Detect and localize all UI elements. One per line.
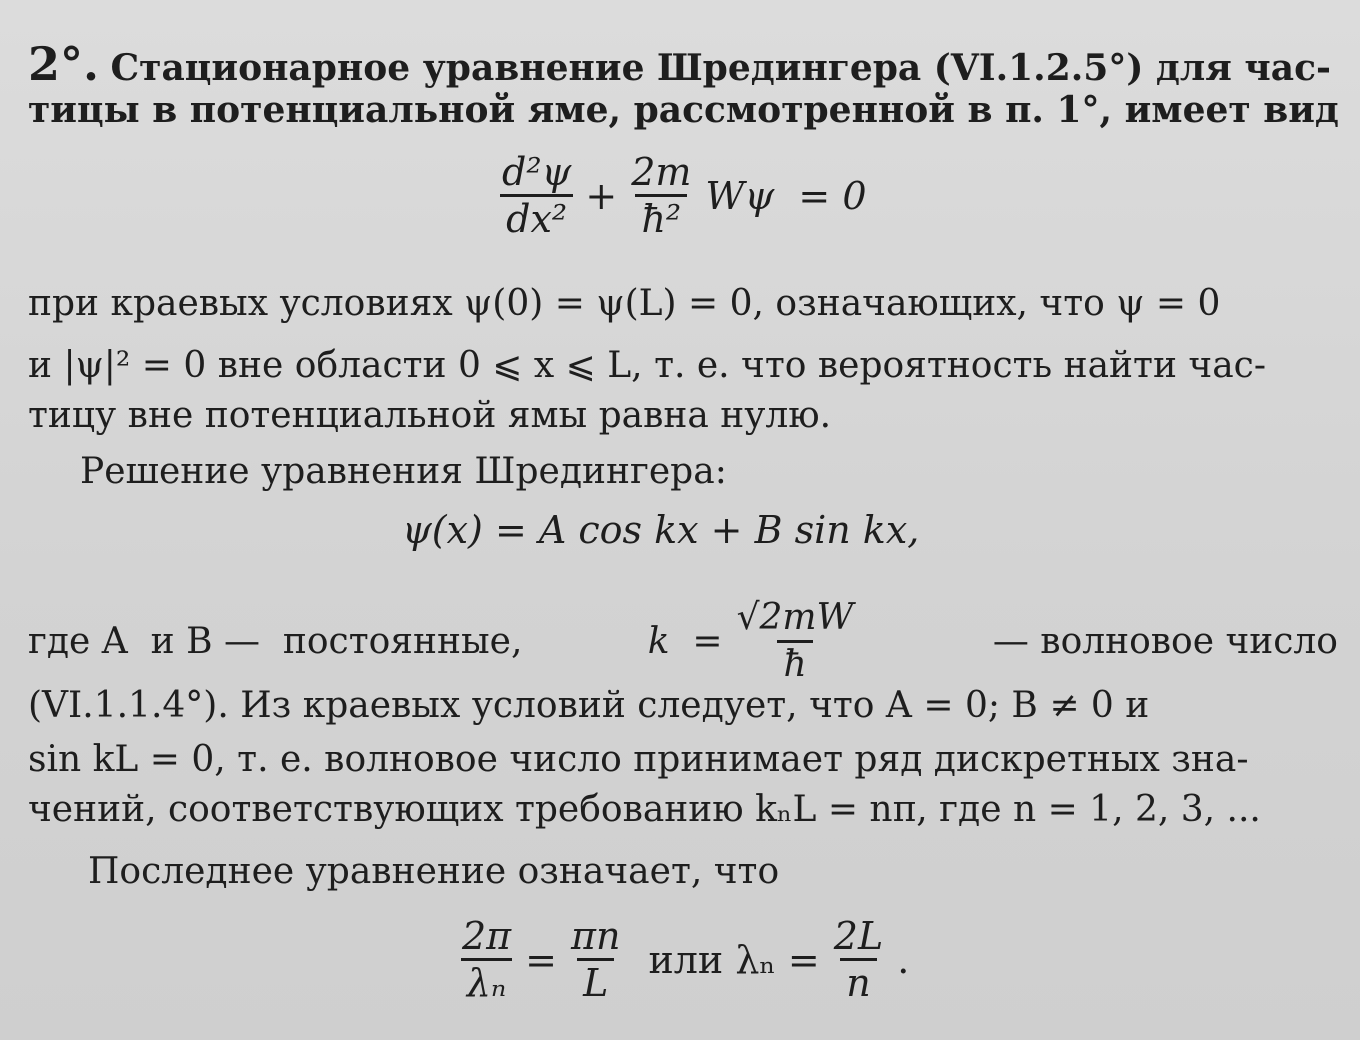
intro-text-line2: тицы в потенциальной яме, рассмотренной в п. 1°, имеет вид	[28, 89, 1339, 131]
para3-line1	[28, 596, 1338, 687]
fraction-pin-L	[565, 914, 626, 1005]
para1-line2: и |ψ|² = 0 вне области 0 ⩽ x ⩽ L, т. е. что вероятность найти час-	[28, 345, 1266, 386]
schrodinger-equation	[488, 150, 867, 241]
para1-line3: тицу вне потенциальной ямы равна нулю.	[28, 395, 832, 436]
fraction-denominator: dx²	[500, 194, 573, 241]
fraction-numerator: √2mW	[736, 597, 854, 638]
para2-line1: Решение уравнения Шредингера:	[80, 451, 727, 492]
fraction-denominator: λₙ	[461, 958, 512, 1005]
fraction-denominator: ħ	[777, 640, 812, 687]
fraction-numerator: 2L	[833, 914, 884, 958]
equation-tail: Wψ = 0	[705, 173, 867, 218]
equals-sign: =	[525, 937, 557, 982]
fraction-denominator: L	[577, 958, 614, 1005]
intro-text-line1: Стационарное уравнение Шредингера (VI.1.2.5°) для час-	[110, 47, 1331, 89]
fraction-numerator: πn	[571, 914, 621, 958]
section-heading-line	[28, 37, 1338, 91]
wavelength-equation	[448, 914, 909, 1005]
fraction-2L-n	[828, 914, 889, 1005]
fraction-denominator: n	[840, 958, 876, 1005]
fraction-sqrt2mW-hbar	[731, 596, 860, 687]
wavefunction-solution	[402, 508, 919, 552]
para4-line1: Последнее уравнение означает, что	[88, 851, 780, 892]
para3-line4: чений, соответствующих требованию kₙL = nπ, где n = 1, 2, 3, ...	[28, 789, 1261, 830]
plus-sign: +	[585, 173, 618, 218]
para1-line1: при краевых условиях ψ(0) = ψ(L) = 0, означающих, что ψ = 0	[28, 283, 1221, 324]
section-number: 2°.	[28, 37, 100, 91]
k-equals: k =	[647, 620, 723, 662]
fraction-denominator: ħ²	[635, 194, 687, 241]
fraction-2m-hbar2	[625, 150, 697, 241]
fraction-numerator: 2m	[631, 150, 692, 194]
fraction-numerator: 2π	[462, 914, 512, 958]
para3-lead: где A и B — постоянные,	[28, 620, 523, 662]
fraction-d2psi-dx2	[496, 150, 577, 241]
solution-text: ψ(x) = A cos kx + B sin kx,	[402, 508, 920, 552]
fraction-numerator: d²ψ	[502, 150, 572, 194]
para3-line2: (VI.1.1.4°). Из краевых условий следует, что A = 0; B ≠ 0 и	[28, 685, 1150, 726]
period: .	[897, 937, 910, 982]
fraction-2pi-lambda-n	[456, 914, 517, 1005]
para3-tail: — волновое число	[992, 620, 1338, 662]
or-lambda-n-equals: или λₙ =	[648, 937, 820, 982]
para3-line3: sin kL = 0, т. е. волновое число принимает ряд дискретных зна-	[28, 739, 1249, 780]
wave-number-definition	[648, 596, 868, 687]
